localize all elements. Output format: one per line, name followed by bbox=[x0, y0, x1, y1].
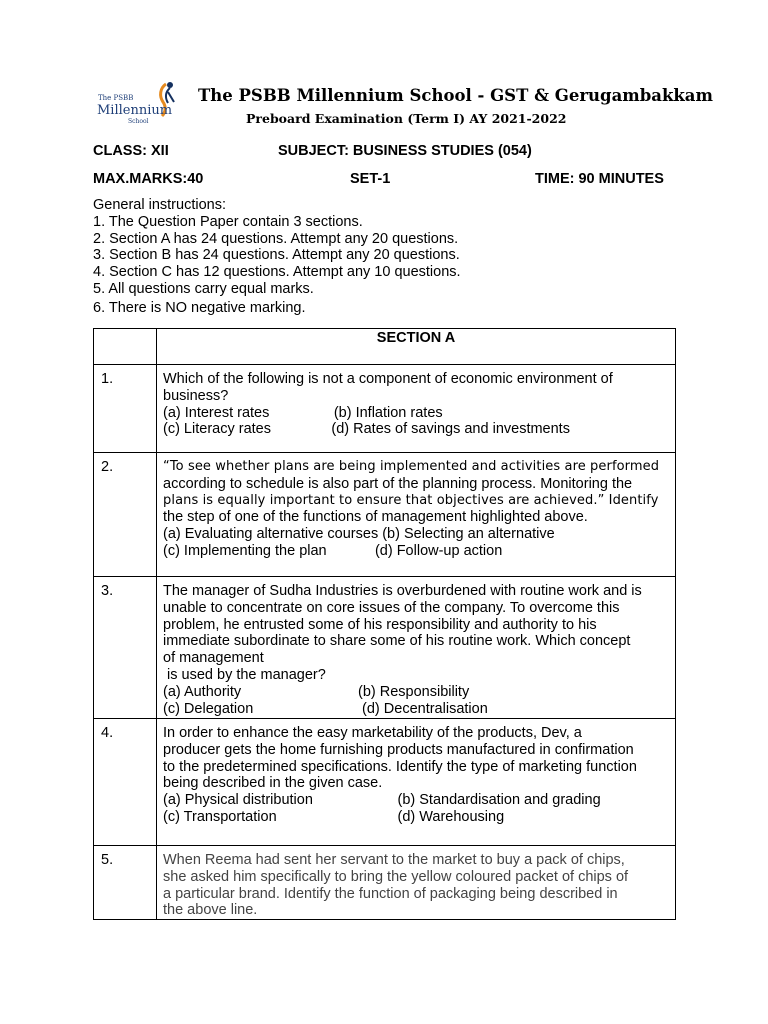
instruction-item: 1. The Question Paper contain 3 sections. bbox=[93, 213, 363, 230]
blank-cell bbox=[94, 329, 157, 365]
question-text-line: is used by the manager? bbox=[163, 666, 326, 683]
question-text-line: of management bbox=[163, 650, 264, 667]
question-text-line: to the predetermined specifications. Identify the type of marketing function bbox=[163, 758, 637, 775]
instruction-item: 6. There is NO negative marking. bbox=[93, 299, 306, 316]
question-text-line: The manager of Sudha Industries is overburdened with routine work and is bbox=[163, 583, 642, 599]
question-text-line: according to schedule is also part of the planning process. Monitoring the bbox=[163, 475, 633, 492]
question-table bbox=[93, 328, 676, 920]
question-text-line: unable to concentrate on core issues of the company. To overcome this bbox=[163, 599, 620, 616]
question-row bbox=[94, 719, 676, 846]
instruction-item: 2. Section A has 24 questions. Attempt any 20 questions. bbox=[93, 230, 459, 247]
question-text-line: she asked him specifically to bring the yellow coloured packet of chips of bbox=[163, 868, 629, 885]
question-cell bbox=[157, 719, 676, 846]
question-cell bbox=[157, 365, 676, 453]
question-text-line: the step of one of the functions of management highlighted above. bbox=[163, 509, 588, 526]
page-header bbox=[96, 78, 713, 134]
exam-name: Preboard Examination (Term I) AY 2021-2022 bbox=[246, 111, 567, 126]
question-text-line: When Reema had sent her servant to the market to buy a pack of chips, bbox=[163, 852, 625, 868]
question-row bbox=[94, 453, 676, 577]
subject-label: SUBJECT: BUSINESS STUDIES (054) bbox=[278, 143, 532, 159]
question-row bbox=[94, 577, 676, 719]
question-number: 5. bbox=[94, 846, 157, 920]
question-option-line: (c) Literacy rates (d) Rates of savings and investments bbox=[163, 421, 570, 438]
question-text-line: business? bbox=[163, 387, 229, 404]
question-option-line: (c) Implementing the plan (d) Follow-up action bbox=[163, 542, 503, 559]
question-text-line: In order to enhance the easy marketability of the products, Dev, a bbox=[163, 725, 582, 741]
school-name: The PSBB Millennium School - GST & Gerugambakkam bbox=[198, 86, 713, 105]
school-logo bbox=[96, 78, 180, 130]
question-cell bbox=[157, 453, 676, 577]
instruction-item: 5. All questions carry equal marks. bbox=[93, 280, 314, 297]
question-text-line: plans is equally important to ensure that objectives are achieved.” Identify bbox=[163, 492, 659, 508]
logo-line-3: School bbox=[128, 118, 149, 125]
question-number: 1. bbox=[94, 365, 157, 453]
question-option-line: (a) Evaluating alternative courses (b) Selecting an alternative bbox=[163, 526, 555, 543]
class-label: CLASS: XII bbox=[93, 143, 169, 159]
section-header-row bbox=[94, 329, 676, 365]
question-number: 3. bbox=[94, 577, 157, 719]
question-text-line: immediate subordinate to share some of his routine work. Which concept bbox=[163, 633, 631, 650]
question-text-line: problem, he entrusted some of his responsibility and authority to his bbox=[163, 616, 597, 633]
instruction-item: 3. Section B has 24 questions. Attempt any 20 questions. bbox=[93, 247, 460, 264]
question-number: 4. bbox=[94, 719, 157, 846]
question-number: 2. bbox=[94, 453, 157, 577]
logo-line-1: The PSBB bbox=[98, 94, 134, 102]
max-marks-label: MAX.MARKS:40 bbox=[93, 171, 204, 187]
instruction-item: 4. Section C has 12 questions. Attempt any 10 questions. bbox=[93, 264, 461, 281]
question-text-line: the above line. bbox=[163, 902, 258, 919]
question-text-line: “To see whether plans are being implemented and activities are performed bbox=[163, 459, 660, 474]
question-option-line: (a) Interest rates (b) Inflation rates bbox=[163, 404, 443, 421]
question-cell bbox=[157, 846, 676, 920]
question-row bbox=[94, 846, 676, 920]
section-a-title: SECTION A bbox=[157, 329, 676, 365]
logo-line-2: Millennium bbox=[97, 103, 173, 118]
question-text-line: being described in the given case. bbox=[163, 775, 383, 792]
time-label: TIME: 90 MINUTES bbox=[535, 171, 664, 187]
question-row bbox=[94, 365, 676, 453]
question-text-line: Which of the following is not a component of economic environment of bbox=[163, 371, 613, 387]
question-cell bbox=[157, 577, 676, 719]
question-option-line: (a) Physical distribution (b) Standardisation and grading bbox=[163, 792, 601, 809]
question-option-line: (c) Transportation (d) Warehousing bbox=[163, 808, 505, 825]
set-label: SET-1 bbox=[350, 171, 391, 187]
question-text-line: a particular brand. Identify the function of packaging being described in bbox=[163, 885, 618, 902]
question-option-line: (a) Authority (b) Responsibility bbox=[163, 683, 470, 700]
instructions-title: General instructions: bbox=[93, 197, 226, 213]
general-instructions bbox=[93, 197, 461, 317]
question-text-line: producer gets the home furnishing products manufactured in confirmation bbox=[163, 741, 634, 758]
question-option-line: (c) Delegation (d) Decentralisation bbox=[163, 700, 488, 717]
